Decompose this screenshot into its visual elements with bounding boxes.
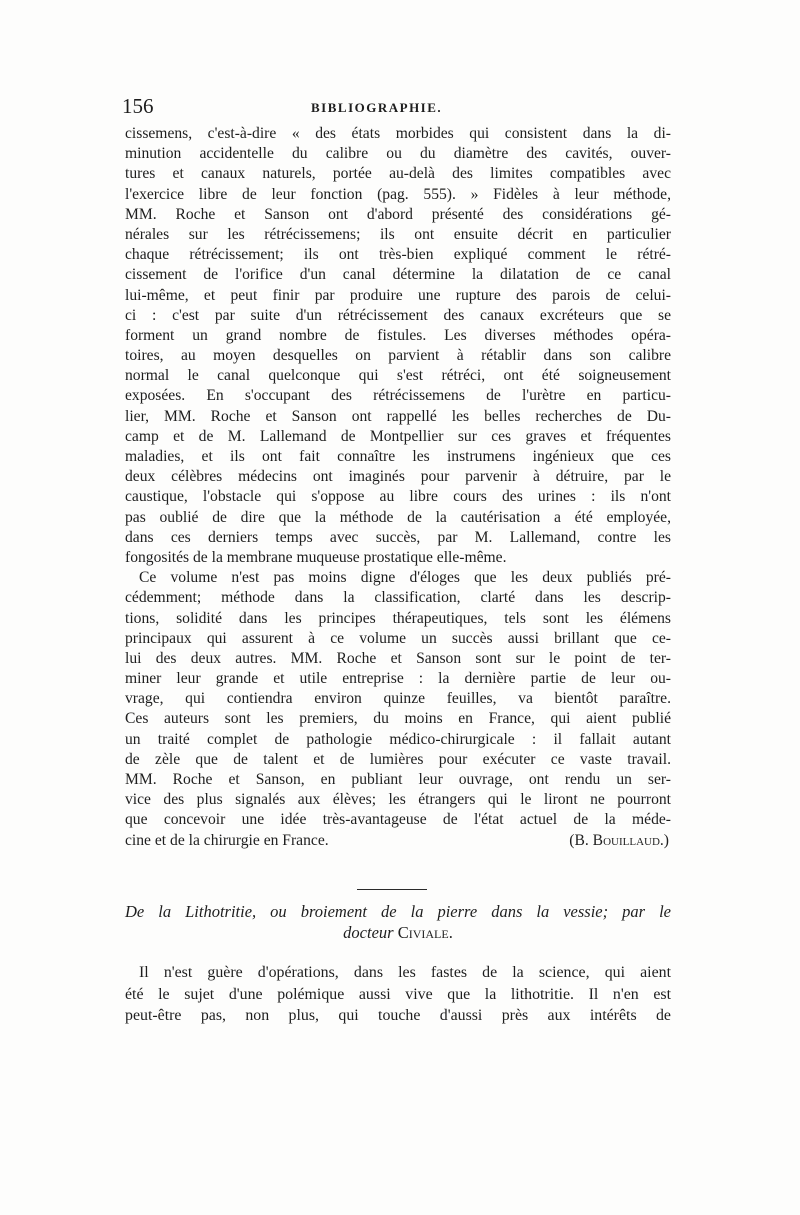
text-line: minution accidentelle du calibre ou du diamètre des cavités, ouver-: [125, 145, 671, 163]
text-line: peut-être pas, non plus, qui touche d'aussi près aux intérêts de: [125, 1007, 671, 1024]
text-line: lui des deux autres. MM. Roche et Sanson sont sur le point de ter-: [125, 649, 671, 667]
text-line: forment un grand nombre de fistules. Les diverses méthodes opéra-: [125, 326, 671, 344]
text-line: MM. Roche et Sanson, en publiant leur ouvrage, ont rendu un ser-: [125, 771, 671, 788]
page-number: 156: [122, 94, 154, 118]
running-head: BIBLIOGRAPHIE.: [311, 100, 443, 115]
text-line: cédemment; méthode dans la classification, clarté dans les descrip-: [125, 589, 671, 607]
author-prefix: docteur: [343, 922, 394, 942]
text-line: deux célèbres médecins ont imaginés pour parvenir à détruire, par le: [125, 468, 671, 486]
text-line: normal le canal quelconque qui s'est rétréci, ont été soigneusement: [125, 367, 671, 385]
section-body: [125, 962, 671, 1027]
section-divider: [357, 889, 427, 890]
section-title: [125, 902, 671, 943]
text-line: principaux qui assurent à ce volume un succès aussi brillant que ce-: [125, 629, 671, 647]
page-header: [122, 94, 670, 124]
text-line: toires, au moyen desquelles on parvient à rétablir dans son calibre: [125, 347, 671, 365]
text-line: que concevoir une idée très-avantageuse de l'état actuel de la méde-: [125, 811, 671, 829]
signature-initial: (B. B: [569, 831, 604, 849]
text-line: cine et de la chirurgie en France.: [125, 831, 329, 849]
text-line: l'exercice libre de leur fonction (pag. 555). » Fidèles à leur méthode,: [125, 185, 671, 203]
text-line: Il n'est guère d'opérations, dans les fastes de la science, qui aient: [139, 964, 671, 981]
text-line: de zèle que de talent et de lumières pour exécuter ce vaste travail.: [125, 750, 671, 768]
text-line: Ces auteurs sont les premiers, du moins en France, qui aient publié: [125, 710, 671, 728]
text-line: tions, solidité dans les principes thérapeutiques, tels sont les élémens: [125, 609, 671, 627]
closing-line: [125, 831, 671, 851]
text-line: camp et de M. Lallemand de Montpellier sur ces graves et fréquentes: [125, 427, 671, 445]
text-line: tures et canaux naturels, portée au-delà des limites compatibles avec: [125, 165, 671, 183]
author-name: Civiale.: [397, 922, 453, 942]
text-line: été le sujet d'une polémique aussi vive que la lithotritie. Il n'en est: [125, 985, 671, 1003]
text-line: Ce volume n'est pas moins digne d'éloges que les deux publiés pré-: [139, 569, 671, 587]
text-line: cissement de l'orifice d'un canal détermine la dilatation de ce canal: [125, 266, 671, 284]
signature-name: ouillaud: [603, 831, 660, 849]
text-line: maladies, et ils ont fait connaître les instrumens ingénieux que ces: [125, 448, 671, 465]
text-line: MM. Roche et Sanson ont d'abord présenté des considérations gé-: [125, 205, 671, 223]
review-text: [125, 124, 671, 851]
text-line: lier, MM. Roche et Sanson ont rappellé les belles recherches de Du-: [125, 407, 671, 425]
text-line: pas oublié de dire que la méthode de la cautérisation a été employée,: [125, 508, 671, 526]
text-line: nérales sur les rétrécissemens; ils ont ensuite décrit en particulier: [125, 225, 671, 243]
text-line: chaque rétrécissement; ils ont très-bien expliqué comment le rétré-: [125, 246, 671, 264]
section-title-author-line: [125, 923, 671, 944]
signature-end: .): [659, 831, 669, 849]
author-signature: [569, 831, 669, 851]
text-line: ci : c'est par suite d'un rétrécissement des canaux excréteurs que se: [125, 306, 671, 324]
text-line: dans ces derniers temps avec succès, par M. Lallemand, contre les: [125, 528, 671, 546]
text-line: lui-même, et peut finir par produire une rupture des parois de celui-: [125, 286, 671, 304]
text-line: fongosités de la membrane muqueuse prostatique elle-même.: [125, 548, 507, 566]
text-line: un traité complet de pathologie médico-chirurgicale : il fallait autant: [125, 730, 671, 748]
section-title-line: De la Lithotritie, ou broiement de la pierre dans la vessie; par le: [125, 902, 671, 921]
text-line: cissemens, c'est-à-dire « des états morbides qui consistent dans la di-: [125, 125, 671, 142]
text-line: vrage, qui contiendra environ quinze feuilles, va bientôt paraître.: [125, 690, 671, 708]
text-line: exposées. En s'occupant des rétrécissemens de l'urètre en particu-: [125, 387, 671, 405]
text-line: vice des plus signalés aux élèves; les étrangers qui le liront ne pourront: [125, 791, 671, 809]
text-line: miner leur grande et utile entreprise : la dernière partie de leur ou-: [125, 670, 671, 688]
text-line: caustique, l'obstacle qui s'oppose au libre cours des urines : ils n'ont: [125, 488, 671, 506]
